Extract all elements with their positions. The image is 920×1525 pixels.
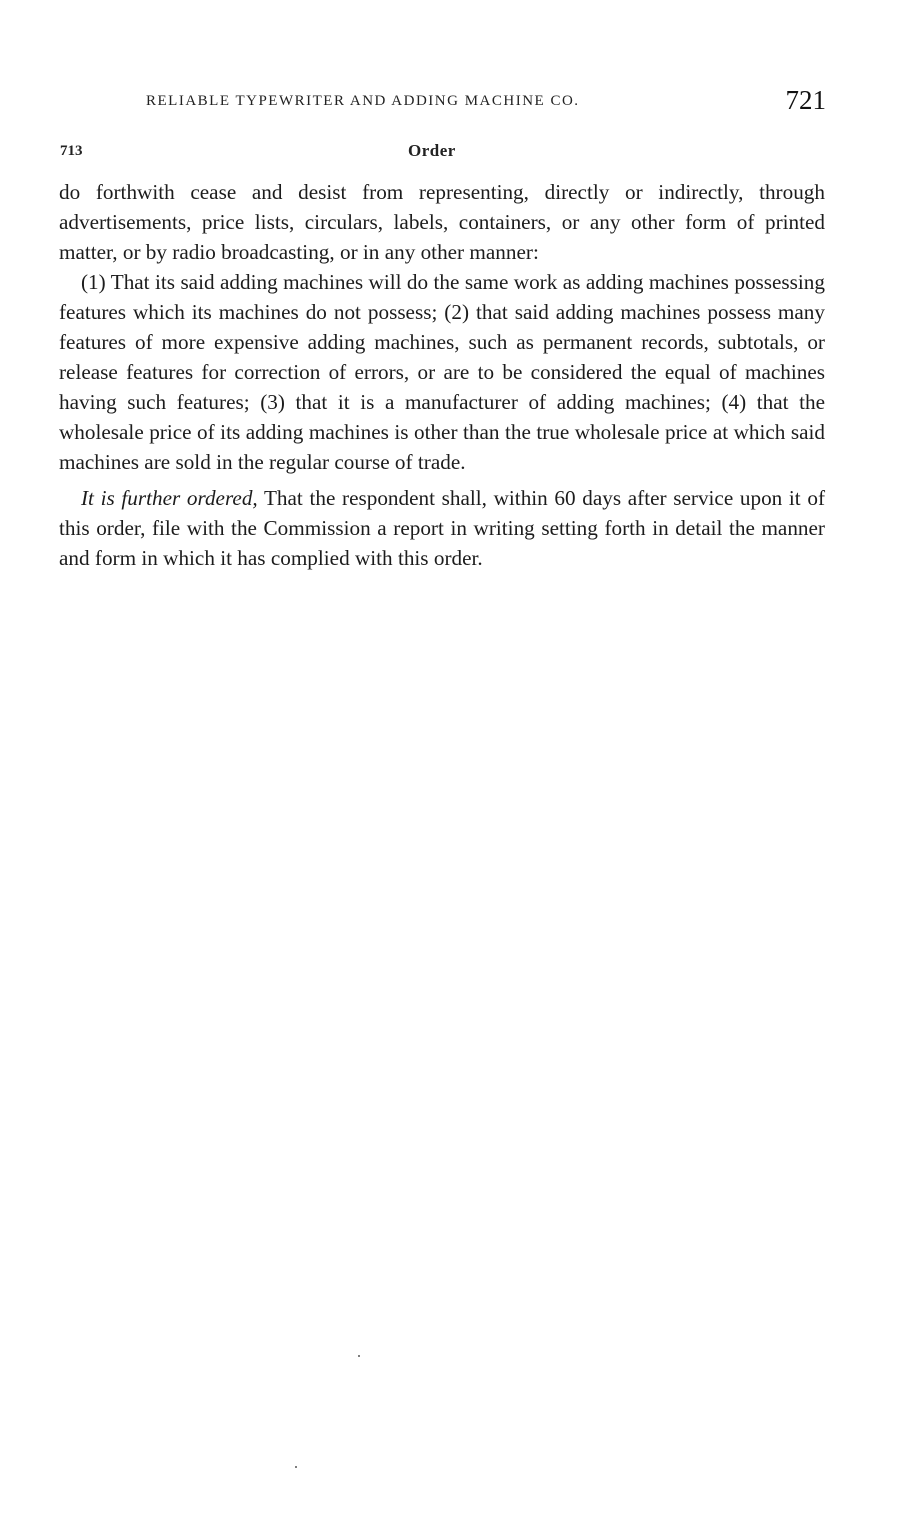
section-title: Order bbox=[408, 141, 456, 160]
running-title: RELIABLE TYPEWRITER AND ADDING MACHINE CO. bbox=[146, 93, 580, 109]
page-number: 721 bbox=[785, 85, 826, 115]
paragraph-enumerated-representations: (1) That its said adding machines will do the same work as adding machines possessing features which its machines do not possess; (2) that said adding machines possess many features of more expensive adding machines, such as permanent records, subtotals, or release features for correction of errors, or are to be considered the equal of machines having such features; (3) that it is a manufacturer of adding machines; (4) that the wholesale price of its adding machines is other than the true wholesale price at which said machines are sold in the regular course of trade. bbox=[59, 270, 825, 474]
order-body bbox=[59, 177, 825, 573]
further-ordered-lead: It is further ordered, bbox=[81, 486, 258, 510]
scan-speck bbox=[358, 1355, 360, 1357]
docket-number: 713 bbox=[60, 143, 83, 159]
paragraph-further-ordered bbox=[59, 483, 825, 573]
further-ordered-text: That the respondent shall, within 60 days after service upon it of this order, file with the Commission a report in writing setting forth in detail the manner and form in which it has complied with this order. bbox=[59, 486, 826, 570]
paragraph-cease-and-desist: do forthwith cease and desist from representing, directly or indirectly, through advertisements, price lists, circulars, labels, containers, or any other form of printed matter, or by radio broadcasting, or in any other manner: bbox=[59, 180, 825, 264]
running-head bbox=[146, 85, 826, 123]
scan-speck bbox=[295, 1466, 297, 1468]
sub-head bbox=[60, 141, 826, 165]
